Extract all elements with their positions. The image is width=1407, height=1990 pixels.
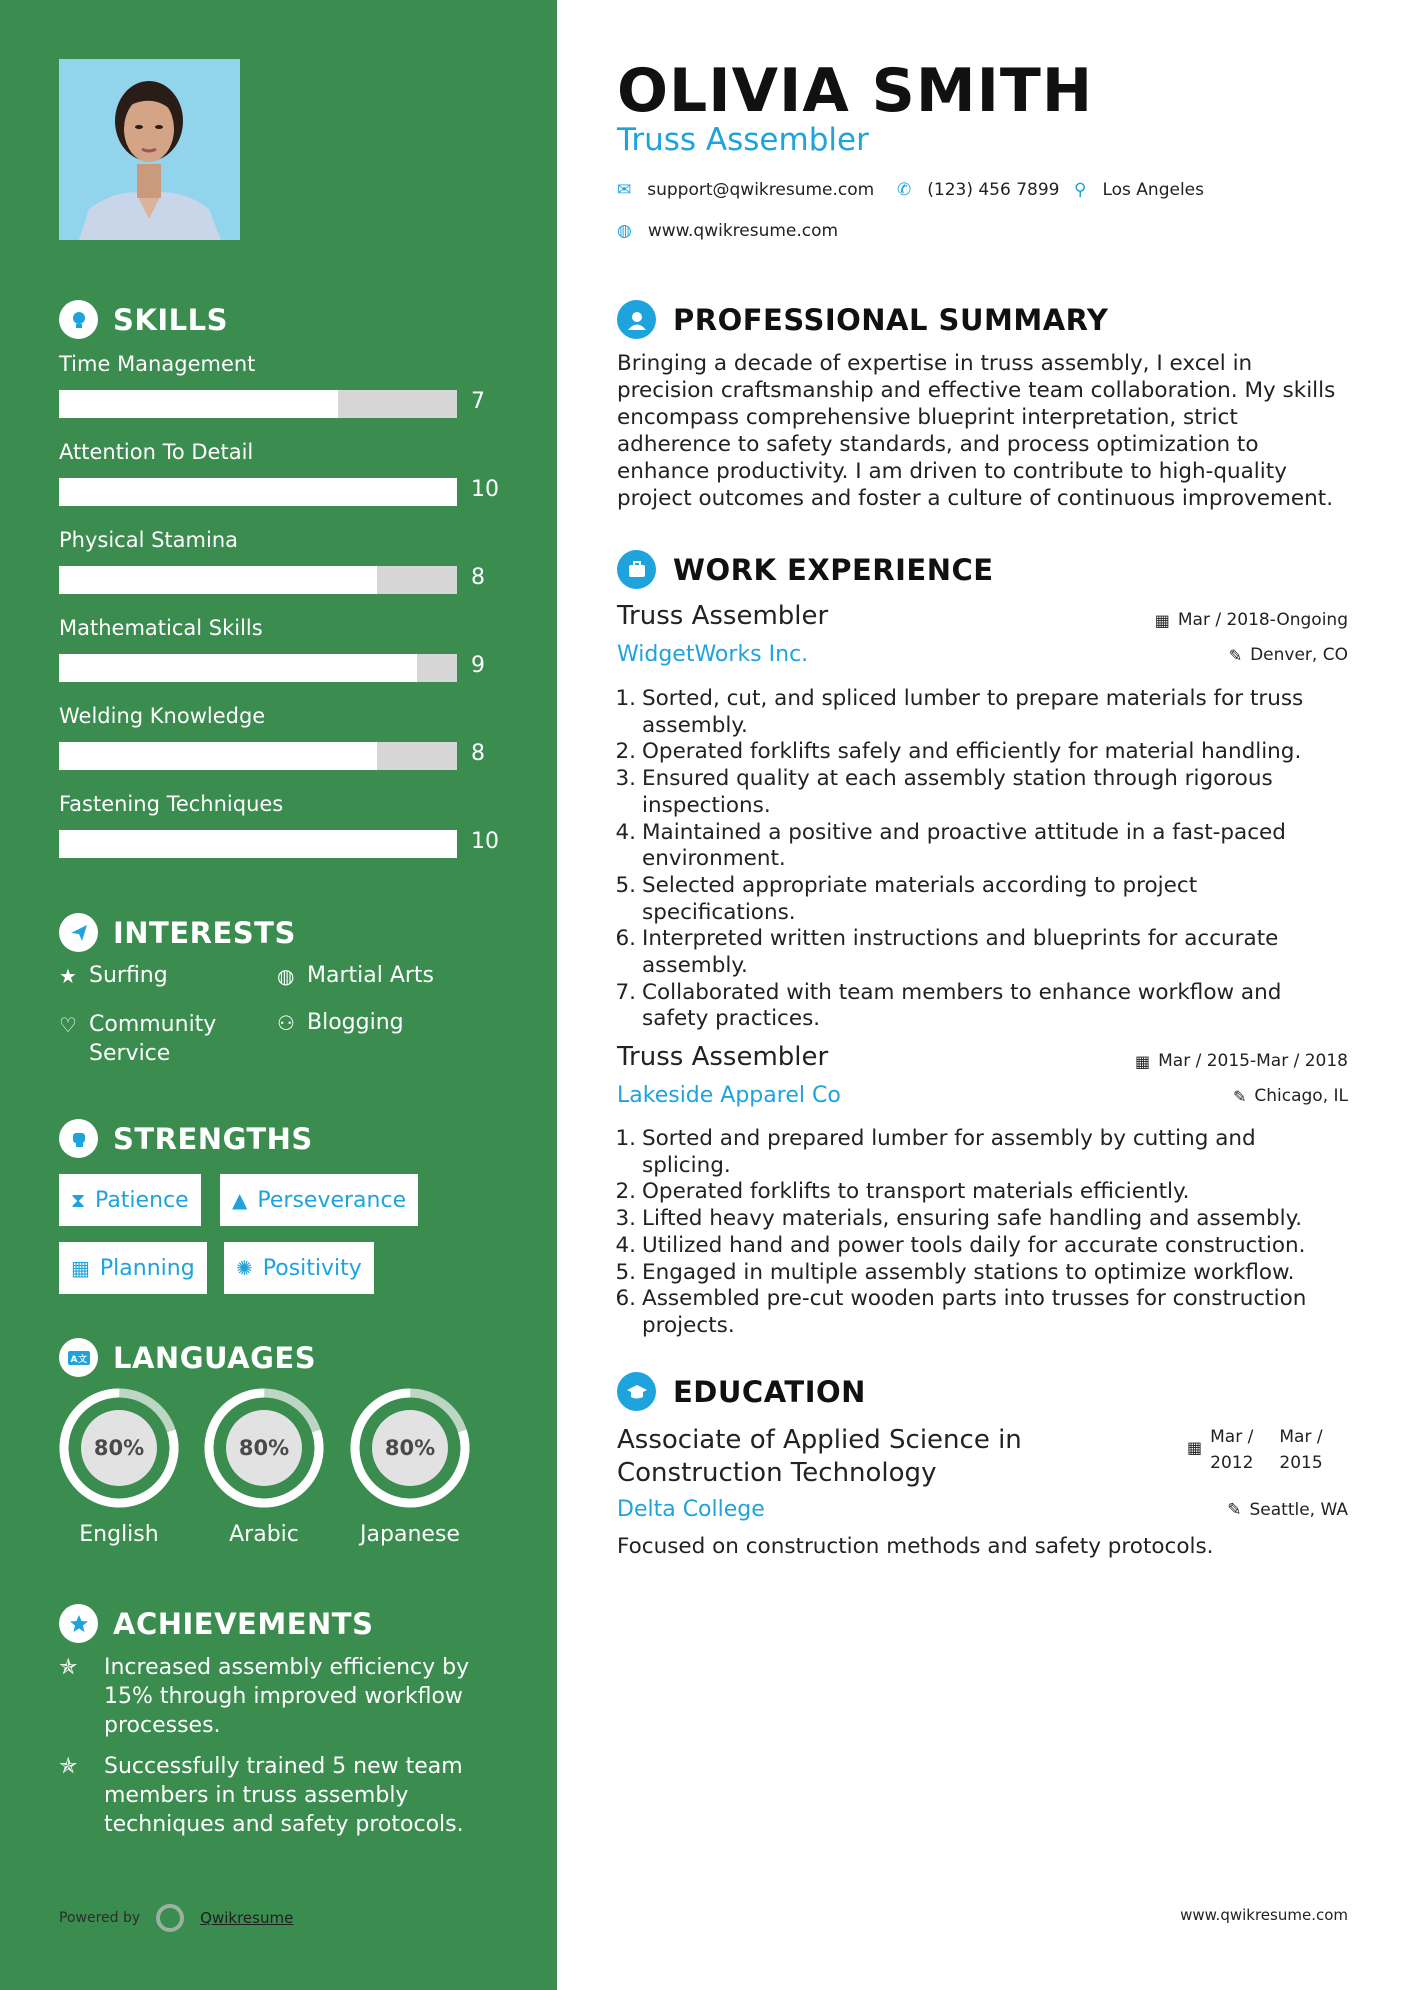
list-item: 4. Utilized hand and power tools daily for accurate construction. xyxy=(615,1232,1306,1258)
skill-score: 9 xyxy=(471,653,485,678)
list-item: 4. Maintained a positive and proactive attitude in a fast-paced environment. xyxy=(615,819,1286,872)
strengths-heading xyxy=(59,1119,313,1158)
trophy-star-icon: ✯ xyxy=(59,1655,78,1680)
summary-text: Bringing a decade of expertise in truss assembly, I excel in precision craftsmanship and effective team collaboration. My skills encompass comprehensive blueprint interpretation, strict adherence to safety standards, and process optimization to enhance productivity. I am driven to contribute to high-quality project outcomes and foster a culture of continuous improvement. xyxy=(617,351,1336,511)
skill-bar xyxy=(59,390,457,418)
hourglass-icon: ⧗ xyxy=(71,1188,86,1212)
skill-label: Attention To Detail xyxy=(59,440,254,464)
list-item: 1. Sorted and prepared lumber for assembly by cutting and splicing. xyxy=(615,1126,1256,1178)
skill-bar-fill xyxy=(59,390,338,418)
skill-bar-fill xyxy=(59,478,457,506)
calendar-icon: ▦ xyxy=(71,1256,90,1280)
achievements-title: ACHIEVEMENTS xyxy=(113,1606,374,1641)
language-percent: 80% xyxy=(93,1436,145,1460)
job-company: WidgetWorks Inc. xyxy=(617,642,809,667)
job-duties-list xyxy=(609,686,1349,1033)
candidate-role: Truss Assembler xyxy=(617,122,869,158)
language-ring xyxy=(204,1388,324,1508)
calendar-icon: ▦ xyxy=(1134,1051,1151,1071)
job-location: ✎ Denver, CO xyxy=(1228,645,1348,665)
skill-score: 10 xyxy=(471,477,499,502)
qwikresume-link[interactable]: Qwikresume xyxy=(200,1909,294,1927)
skill-bar xyxy=(59,830,457,858)
map-pin-icon: ⚲ xyxy=(1074,180,1087,200)
job-title: Truss Assembler xyxy=(617,1042,829,1072)
trophy-star-icon: ✯ xyxy=(59,1754,78,1779)
achievement-item: ✯ Successfully trained 5 new team members in truss assembly techniques and safety protocols. xyxy=(59,1754,464,1837)
job-dates: ▦ Mar / 2015-Mar / 2018 xyxy=(1134,1051,1348,1071)
interests-heading xyxy=(59,913,296,952)
svg-text:A文: A文 xyxy=(70,1354,87,1365)
strength-tag: ✺ Positivity xyxy=(224,1242,374,1294)
achievement-item: ✯ Increased assembly efficiency by 15% through improved workflow processes. xyxy=(59,1655,470,1738)
skills-heading xyxy=(59,300,228,339)
skill-label: Physical Stamina xyxy=(59,528,239,552)
mail-icon: ✉ xyxy=(617,180,632,200)
contact-phone: ✆ (123) 456 7899 xyxy=(897,180,1060,200)
list-item: 3. Ensured quality at each assembly station through rigorous inspections. xyxy=(615,766,1273,818)
skill-bar-fill xyxy=(59,830,457,858)
pin-icon: ✎ xyxy=(1232,1086,1247,1106)
language-name: Japanese xyxy=(360,1522,460,1547)
job-dates: ▦ Mar / 2018-Ongoing xyxy=(1154,610,1348,630)
qwikresume-logo-icon xyxy=(156,1904,184,1932)
job-duties-list xyxy=(609,1126,1349,1340)
skill-label: Fastening Techniques xyxy=(59,792,284,816)
language-name: English xyxy=(79,1522,159,1547)
education-dates: ▦ Mar / 2012 Mar / 2015 xyxy=(1187,1424,1323,1476)
pin-icon: ✎ xyxy=(1227,1500,1242,1520)
skill-bar xyxy=(59,566,457,594)
road-icon: ▲ xyxy=(232,1188,248,1212)
skill-label: Time Management xyxy=(59,352,256,376)
job-location: ✎ Chicago, IL xyxy=(1232,1086,1348,1106)
interests-title: INTERESTS xyxy=(113,915,296,950)
skill-score: 7 xyxy=(471,389,485,414)
lightbulb-icon xyxy=(59,300,98,339)
sun-icon: ✺ xyxy=(236,1256,253,1280)
strengths-title: STRENGTHS xyxy=(113,1121,313,1156)
skill-bar xyxy=(59,742,457,770)
interest-item: ★ Surfing xyxy=(59,963,168,988)
sidebar xyxy=(0,0,557,1990)
graduation-cap-icon xyxy=(617,1372,656,1411)
language-percent: 80% xyxy=(384,1436,436,1460)
interest-item: ◍ Martial Arts xyxy=(277,963,435,988)
strength-tag: ⧗ Patience xyxy=(59,1174,201,1226)
user-icon xyxy=(617,300,656,339)
powered-by: Powered by Qwikresume xyxy=(59,1904,293,1932)
language-ring xyxy=(59,1388,179,1508)
language-ring xyxy=(350,1388,470,1508)
skill-label: Welding Knowledge xyxy=(59,704,266,728)
list-item: 2. Operated forklifts safely and efficiently for material handling. xyxy=(615,739,1302,765)
skill-bar-fill xyxy=(59,654,417,682)
skill-bar-fill xyxy=(59,742,377,770)
calendar-icon: ▦ xyxy=(1154,610,1170,630)
pin-icon: ✎ xyxy=(1228,645,1243,665)
achievements-heading xyxy=(59,1604,373,1643)
globe-icon: ◍ xyxy=(617,221,632,241)
skills-title: SKILLS xyxy=(113,302,228,337)
language-name: Arabic xyxy=(229,1522,299,1547)
list-item: 5. Selected appropriate materials according to project specifications. xyxy=(615,872,1198,925)
users-icon: ⚇ xyxy=(277,1011,295,1035)
calendar-icon: ▦ xyxy=(1187,1438,1203,1457)
translate-icon xyxy=(59,1338,98,1377)
skill-score: 8 xyxy=(471,565,485,590)
strength-tag: ▦ Planning xyxy=(59,1242,207,1294)
education-description: Focused on construction methods and safety protocols. xyxy=(617,1534,1214,1559)
job-company: Lakeside Apparel Co xyxy=(617,1083,841,1108)
list-item: 6. Assembled pre-cut wooden parts into trusses for construction projects. xyxy=(615,1286,1307,1338)
education-school: Delta College xyxy=(617,1497,765,1522)
education-heading: EDUCATION xyxy=(617,1372,866,1411)
experience-heading: WORK EXPERIENCE xyxy=(617,550,994,589)
contact-website: ◍ www.qwikresume.com xyxy=(617,221,839,241)
job-title: Truss Assembler xyxy=(617,601,829,631)
list-item: 1. Sorted, cut, and spliced lumber to prepare materials for truss assembly. xyxy=(615,686,1304,738)
skill-label: Mathematical Skills xyxy=(59,616,263,640)
skill-bar xyxy=(59,654,457,682)
skill-bar xyxy=(59,478,457,506)
heart-hand-icon: ♡ xyxy=(59,1013,77,1037)
fist-icon xyxy=(59,1119,98,1158)
languages-title: LANGUAGES xyxy=(113,1340,317,1375)
education-degree: Associate of Applied Science in Construction Technology xyxy=(617,1425,1022,1488)
education-location: ✎ Seattle, WA xyxy=(1227,1500,1348,1520)
globe-icon: ◍ xyxy=(277,964,295,988)
language-percent: 80% xyxy=(238,1436,290,1460)
strength-tag: ▲ Perseverance xyxy=(220,1174,418,1226)
briefcase-icon xyxy=(617,550,656,589)
list-item: 7. Collaborated with team members to enhance workflow and safety practices. xyxy=(615,979,1282,1032)
star-badge-icon xyxy=(59,1604,98,1643)
star-icon: ★ xyxy=(59,964,77,988)
profile-photo xyxy=(59,59,240,240)
phone-icon: ✆ xyxy=(897,180,912,200)
list-item: 2. Operated forklifts to transport materials efficiently. xyxy=(615,1179,1190,1205)
languages-heading xyxy=(59,1338,316,1377)
interest-item: ♡ Community Service xyxy=(59,1012,217,1066)
candidate-name: OLIVIA SMITH xyxy=(617,56,1094,126)
contact-email: ✉ support@qwikresume.com xyxy=(617,180,875,200)
skill-score: 10 xyxy=(471,829,499,854)
summary-heading: PROFESSIONAL SUMMARY xyxy=(617,300,1108,339)
list-item: 3. Lifted heavy materials, ensuring safe handling and assembly. xyxy=(615,1206,1303,1232)
contact-location: ⚲ Los Angeles xyxy=(1074,180,1204,200)
skill-score: 8 xyxy=(471,741,485,766)
paper-plane-icon xyxy=(59,913,98,952)
skill-bar-fill xyxy=(59,566,377,594)
list-item: 5. Engaged in multiple assembly stations to optimize workflow. xyxy=(615,1259,1295,1285)
footer-url[interactable]: www.qwikresume.com xyxy=(1180,1906,1348,1924)
list-item: 6. Interpreted written instructions and blueprints for accurate assembly. xyxy=(615,926,1279,979)
interest-item: ⚇ Blogging xyxy=(277,1010,404,1035)
